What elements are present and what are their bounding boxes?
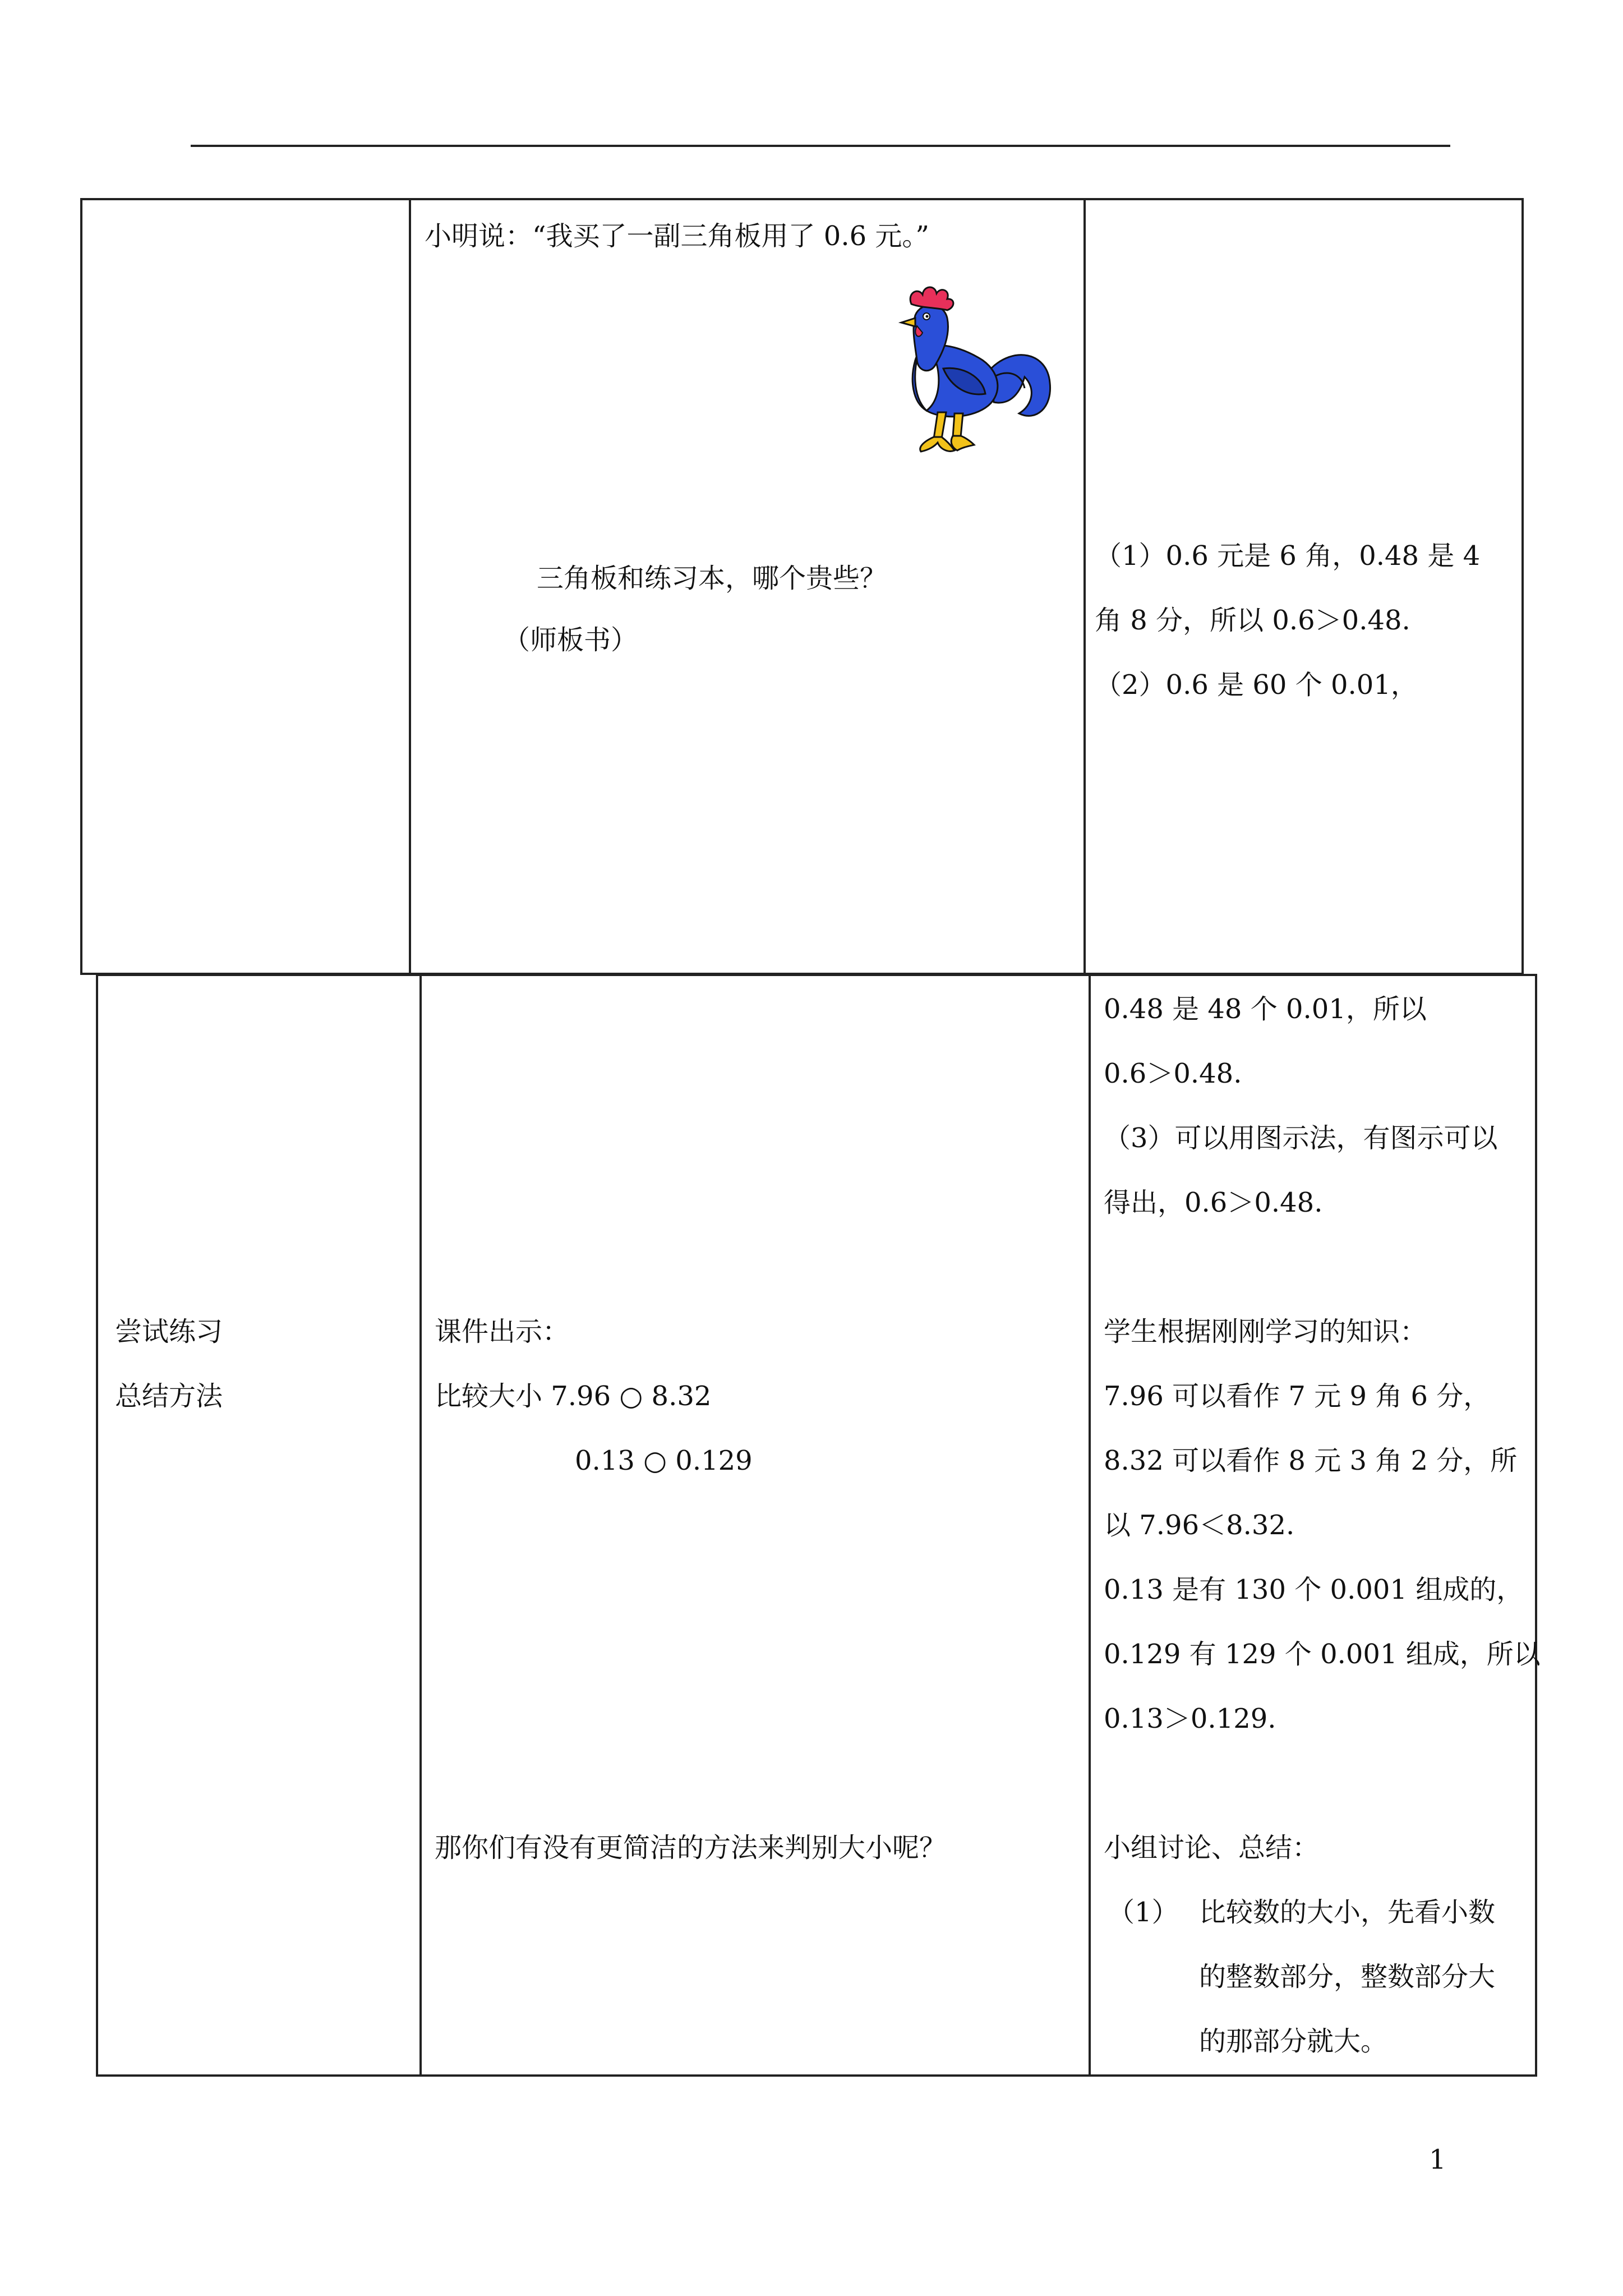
answer-line: 0.6＞0.48.: [1104, 1058, 1242, 1089]
column-divider: [409, 200, 411, 973]
column-divider: [419, 976, 422, 2074]
answer-line: 7.96 可以看作 7 元 9 角 6 分，: [1104, 1381, 1491, 1412]
courseware-label: 课件出示：: [435, 1316, 570, 1347]
answer-line: （1）0.6 元是 6 角，0.48 是 4: [1095, 540, 1481, 572]
column-divider: [1083, 200, 1086, 973]
page-number: 1: [1429, 2144, 1446, 2175]
rule-line: 比较数的大小，先看小数: [1199, 1897, 1496, 1928]
compare-task: 0.13 ○ 0.129: [575, 1445, 753, 1476]
lesson-table-bottom: [96, 974, 1541, 2077]
rule-line: 的那部分就大。: [1199, 2026, 1388, 2057]
column-divider: [1089, 976, 1091, 2074]
answer-line: （2）0.6 是 60 个 0.01，: [1095, 669, 1418, 701]
comparison-question: 三角板和练习本，哪个贵些？: [537, 563, 887, 594]
stage-label: 尝试练习: [115, 1316, 223, 1347]
board-note: （师板书）: [503, 624, 638, 656]
answer-line: 以 7.96＜8.32.: [1104, 1510, 1295, 1541]
compare-task: 比较大小 7.96 ○ 8.32: [435, 1381, 712, 1412]
answer-line: 8.32 可以看作 8 元 3 角 2 分，所: [1104, 1445, 1518, 1476]
header-rule: [191, 145, 1450, 147]
answer-line: 0.13＞0.129.: [1104, 1703, 1276, 1734]
lesson-table-top: [80, 198, 1524, 975]
answer-line: 0.129 有 129 个 0.001 组成，所以: [1104, 1639, 1541, 1670]
rooster-illustration: [823, 262, 1064, 464]
answer-line: 小组讨论、总结：: [1104, 1832, 1320, 1864]
rule-line: 的整数部分，整数部分大: [1199, 1961, 1496, 1993]
answer-line: 0.13 是有 130 个 0.001 组成的，: [1104, 1574, 1524, 1605]
method-question: 那你们有没有更简洁的方法来判别大小呢？: [435, 1832, 947, 1864]
answer-line: 角 8 分，所以 0.6＞0.48.: [1095, 605, 1410, 636]
dialog-quote: 小明说：“我买了一副三角板用了 0.6 元。”: [425, 220, 929, 252]
answer-line: 0.48 是 48 个 0.01，所以: [1104, 993, 1427, 1025]
answer-line: 得出，0.6＞0.48.: [1104, 1187, 1323, 1218]
answer-line: 学生根据刚刚学习的知识：: [1104, 1316, 1427, 1347]
answer-line: （3）可以用图示法，有图示可以: [1104, 1122, 1498, 1154]
rule-number: （1）: [1108, 1897, 1179, 1928]
stage-label: 总结方法: [115, 1381, 223, 1412]
